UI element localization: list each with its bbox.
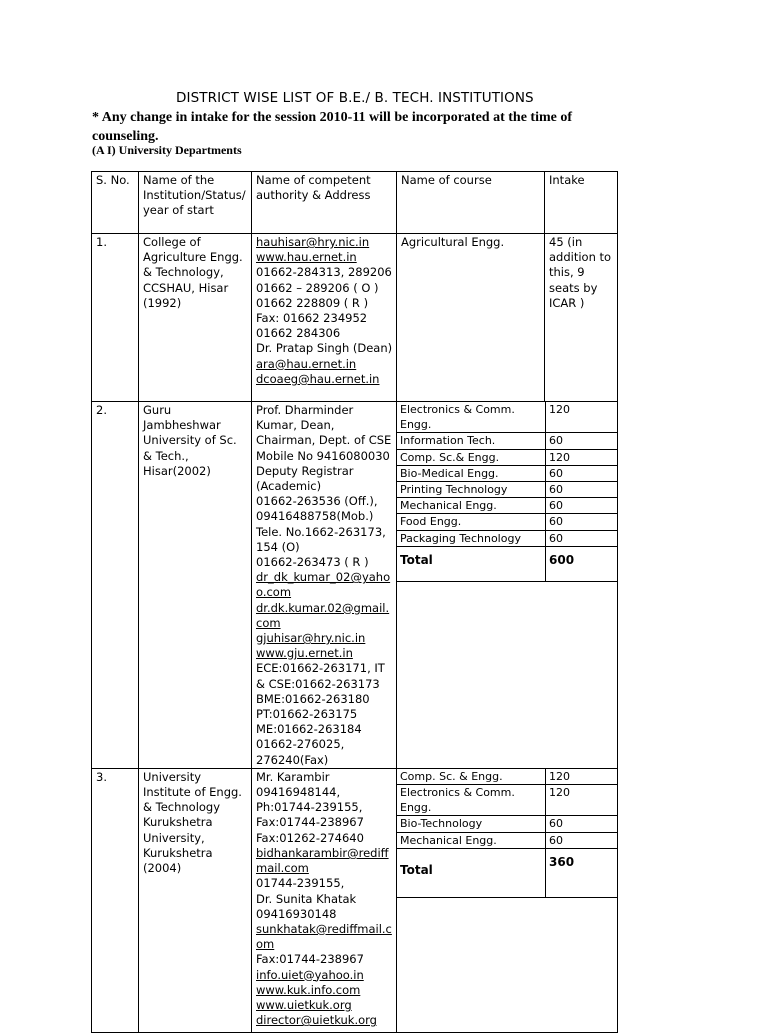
row-authority <box>252 768 397 1032</box>
course-row <box>397 433 618 449</box>
intake-notice: * Any change in intake for the session 2010-11 will be incorporated at the time of counseling. <box>92 110 573 144</box>
course-intake: 120 <box>546 402 618 433</box>
contact-name: Dr. Sunita Khatak <box>256 891 357 906</box>
phone-text: 09416930148 <box>256 906 337 921</box>
total-row <box>397 546 618 581</box>
course-name: Electronics & Comm. Engg. <box>397 402 546 433</box>
row-courses <box>397 402 618 769</box>
phone-text: 01662 – 289206 ( O ) <box>256 280 379 295</box>
course-name: Bio-Technology <box>397 816 546 832</box>
total-label: Total <box>397 848 546 897</box>
row-course: Agricultural Engg. <box>397 234 545 402</box>
email-link[interactable]: dr.dk.kumar.02@gmail.com <box>256 600 390 630</box>
course-intake: 60 <box>546 498 618 514</box>
phone-text: ECE:01662-263171, IT & CSE:01662-263173 <box>256 661 385 691</box>
header-authority: Name of competent authority & Address <box>252 172 397 234</box>
course-row <box>397 482 618 498</box>
course-name: Electronics & Comm. Engg. <box>397 785 546 816</box>
row-institution: Guru Jambheshwar University of Sc. & Tech., Hisar(2002) <box>139 402 252 769</box>
contact-name: Deputy Registrar (Academic) <box>256 463 354 494</box>
course-name: Mechanical Engg. <box>397 832 546 848</box>
course-intake: 60 <box>546 530 618 546</box>
fax-text: 01662-276025, 276240(Fax) <box>256 737 345 767</box>
course-row <box>397 465 618 481</box>
phone-text: 09416948144, <box>256 785 341 800</box>
course-intake: 60 <box>546 816 618 832</box>
email-link[interactable]: dcoaeg@hau.ernet.in <box>256 371 380 386</box>
institutions-table <box>91 171 618 1033</box>
email-link[interactable]: bidhankarambir@rediffmail.com <box>256 845 389 876</box>
row-sno: 2. <box>92 402 139 769</box>
header-intake: Intake <box>545 172 618 234</box>
table-row <box>92 768 618 1032</box>
phone-text: Mobile No 9416080030 <box>256 448 390 463</box>
contact-name: Prof. Dharminder Kumar, Dean, Chairman, Dept. of CSE <box>256 403 392 448</box>
total-value: 600 <box>546 546 618 581</box>
course-name: Food Engg. <box>397 514 546 530</box>
fax-text: Fax:01744-238967 <box>256 952 364 967</box>
row-institution: University Institute of Engg. & Technology Kurukshetra University, Kurukshetra (2004) <box>139 768 252 1032</box>
course-name: Comp. Sc.& Engg. <box>397 449 546 465</box>
table-header-row <box>92 172 618 234</box>
email-link[interactable]: director@uietkuk.org <box>256 1013 377 1028</box>
row-sno: 1. <box>92 234 139 402</box>
course-name: Printing Technology <box>397 482 546 498</box>
phone-text: BME:01662-263180 <box>256 691 370 706</box>
document-title: DISTRICT WISE LIST OF B.E./ B. TECH. INSTITUTIONS <box>176 90 534 106</box>
phone-text: Ph:01744-239155, <box>256 800 363 815</box>
course-intake: 120 <box>546 449 618 465</box>
website-link[interactable]: www.uietkuk.org <box>256 997 352 1012</box>
section-heading: (A I) University Departments <box>92 143 242 157</box>
header-institution: Name of the Institution/Status/ year of start <box>139 172 252 234</box>
table-row <box>92 234 618 402</box>
phone-text: 01662-284313, 289206 <box>256 265 392 280</box>
phone-text: 09416488758(Mob.) <box>256 509 374 524</box>
phone-text: 01662 284306 <box>256 326 341 341</box>
row-institution: College of Agriculture Engg. & Technology, CCSHAU, Hisar (1992) <box>139 234 252 402</box>
course-row <box>397 402 618 433</box>
email-link[interactable]: ara@hau.ernet.in <box>256 356 357 371</box>
fax-text: Fax:01262-274640 <box>256 830 364 845</box>
email-link[interactable]: hauhisar@hry.nic.in <box>256 235 370 249</box>
header-sno: S. No. <box>92 172 139 234</box>
course-row <box>397 514 618 530</box>
phone-text: PT:01662-263175 <box>256 707 358 722</box>
table-row <box>92 402 618 769</box>
phone-text: 01662 228809 ( R ) <box>256 295 369 310</box>
course-row <box>397 816 618 832</box>
website-link[interactable]: www.kuk.info.com <box>256 982 361 997</box>
course-row <box>397 530 618 546</box>
course-intake: 60 <box>546 465 618 481</box>
course-row <box>397 785 618 816</box>
course-intake: 120 <box>546 769 618 785</box>
email-link[interactable]: info.uiet@yahoo.in <box>256 967 364 982</box>
total-label: Total <box>397 546 546 581</box>
header-course: Name of course <box>397 172 545 234</box>
course-name: Bio-Medical Engg. <box>397 465 546 481</box>
website-link[interactable]: www.gju.ernet.in <box>256 646 353 661</box>
row-authority <box>252 402 397 769</box>
course-intake: 60 <box>546 514 618 530</box>
course-name: Packaging Technology <box>397 530 546 546</box>
website-link[interactable]: www.hau.ernet.in <box>256 250 357 265</box>
row-courses <box>397 768 618 1032</box>
email-link[interactable]: sunkhatak@rediffmail.com <box>256 921 392 952</box>
course-list <box>397 769 618 898</box>
course-name: Mechanical Engg. <box>397 498 546 514</box>
course-intake: 60 <box>546 482 618 498</box>
contact-name: Mr. Karambir <box>256 769 330 784</box>
course-row <box>397 769 618 785</box>
total-value: 360 <box>546 848 618 897</box>
row-authority <box>252 234 397 402</box>
course-list <box>397 402 618 582</box>
row-sno: 3. <box>92 768 139 1032</box>
phone-text: Tele. No.1662-263173, 154 (O) <box>256 524 386 554</box>
fax-text: Fax: 01662 234952 <box>256 311 368 326</box>
course-intake: 120 <box>546 785 618 816</box>
row-intake: 45 (in addition to this, 9 seats by ICAR ) <box>545 234 618 402</box>
course-row <box>397 832 618 848</box>
phone-text: 01744-239155, <box>256 876 345 891</box>
course-name: Comp. Sc. & Engg. <box>397 769 546 785</box>
email-link[interactable]: gjuhisar@hry.nic.in <box>256 631 366 646</box>
fax-text: Fax:01744-238967 <box>256 815 364 830</box>
phone-text: ME:01662-263184 <box>256 722 362 737</box>
course-row <box>397 498 618 514</box>
email-link[interactable]: dr_dk_kumar_02@yahoo.com <box>256 570 391 600</box>
course-intake: 60 <box>546 832 618 848</box>
course-row <box>397 449 618 465</box>
phone-text: 01662-263473 ( R ) <box>256 555 369 570</box>
total-row <box>397 848 618 897</box>
course-name: Information Tech. <box>397 433 546 449</box>
course-intake: 60 <box>546 433 618 449</box>
phone-text: 01662-263536 (Off.), <box>256 494 378 509</box>
contact-name: Dr. Pratap Singh (Dean) <box>256 341 393 356</box>
